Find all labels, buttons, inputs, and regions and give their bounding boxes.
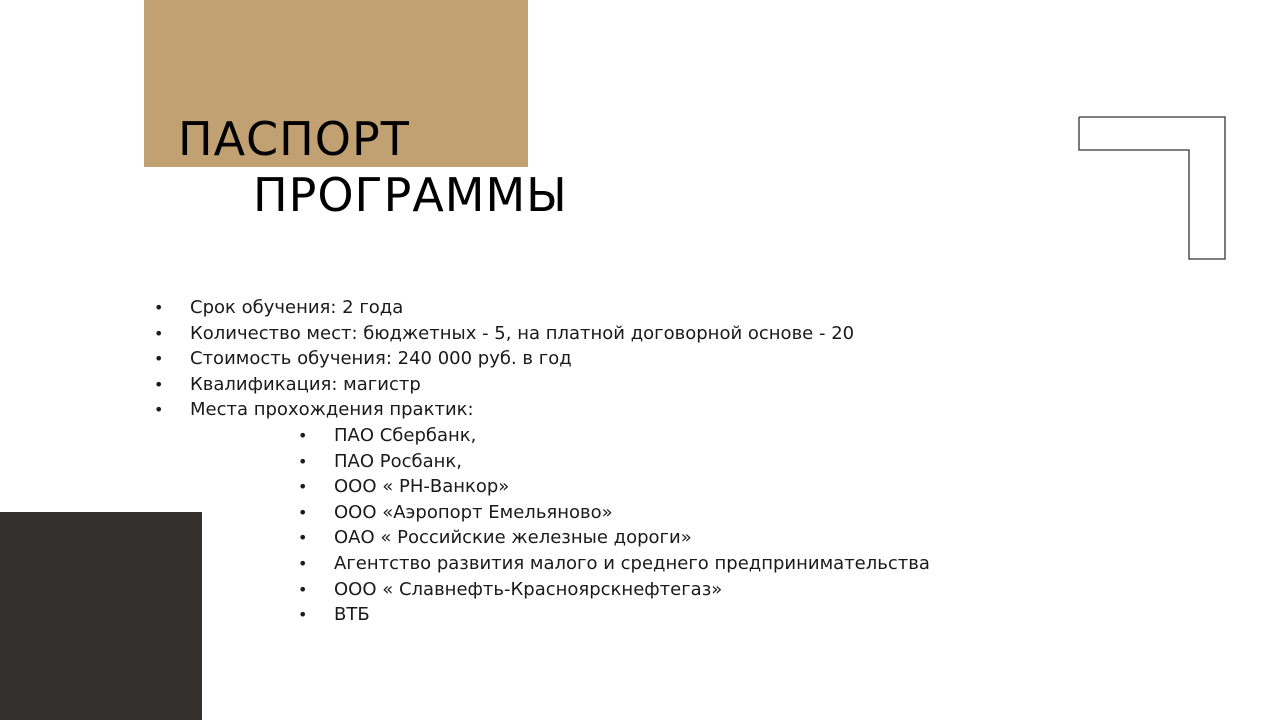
list-item xyxy=(154,346,854,372)
list-item-text: Агентство развития малого и среднего предпринимательства xyxy=(334,552,930,574)
bullet-icon: • xyxy=(154,349,164,369)
title-line-1: ПАСПОРТ xyxy=(178,112,410,166)
list-item-text: ООО « Славнефть-Красноярскнефтегаз» xyxy=(334,578,723,600)
bullet-icon: • xyxy=(298,579,308,599)
list-item xyxy=(298,449,930,475)
list-item-text: ПАО Росбанк, xyxy=(334,450,462,472)
list-item-text: Стоимость обучения: 240 000 руб. в год xyxy=(190,348,572,370)
title-line-2: ПРОГРАММЫ xyxy=(253,168,568,222)
list-item-text: Квалификация: магистр xyxy=(190,373,421,395)
list-item xyxy=(154,321,855,347)
bullet-icon: • xyxy=(298,502,308,522)
list-item-text: ООО «Аэропорт Емельяново» xyxy=(334,501,613,523)
list-item xyxy=(154,397,854,423)
bullet-icon: • xyxy=(298,477,308,497)
list-item-text: ВТБ xyxy=(334,604,370,626)
list-item xyxy=(298,577,930,603)
list-item-text: ОАО « Российские железные дороги» xyxy=(334,527,692,549)
bullet-icon: • xyxy=(154,298,164,317)
list-item-text: Срок обучения: 2 года xyxy=(190,297,404,318)
list-item xyxy=(154,295,854,321)
practice-places-list xyxy=(298,423,930,628)
list-item-text: ПАО Сбербанк, xyxy=(334,425,477,446)
list-item xyxy=(154,372,854,398)
list-item xyxy=(298,474,930,500)
list-item xyxy=(298,551,930,577)
list-item xyxy=(298,602,930,628)
list-item xyxy=(298,423,930,449)
list-item-text: ООО « РН-Ванкор» xyxy=(334,476,510,498)
bullet-icon: • xyxy=(298,528,308,548)
bullet-icon: • xyxy=(298,605,308,625)
bullet-icon: • xyxy=(298,553,308,573)
bullet-icon: • xyxy=(154,374,164,394)
list-item xyxy=(298,500,930,526)
corner-frame-decoration xyxy=(1078,116,1226,260)
accent-block-dark xyxy=(0,512,202,720)
list-item-text: Места прохождения практик: xyxy=(190,399,474,421)
bullet-icon: • xyxy=(298,426,308,445)
program-details-list xyxy=(154,295,855,423)
bullet-icon: • xyxy=(298,451,308,471)
bullet-icon: • xyxy=(154,400,164,420)
list-item-text: Количество мест: бюджетных - 5, на платной договорной основе - 20 xyxy=(190,322,855,344)
bullet-icon: • xyxy=(154,323,164,343)
list-item xyxy=(298,525,930,551)
